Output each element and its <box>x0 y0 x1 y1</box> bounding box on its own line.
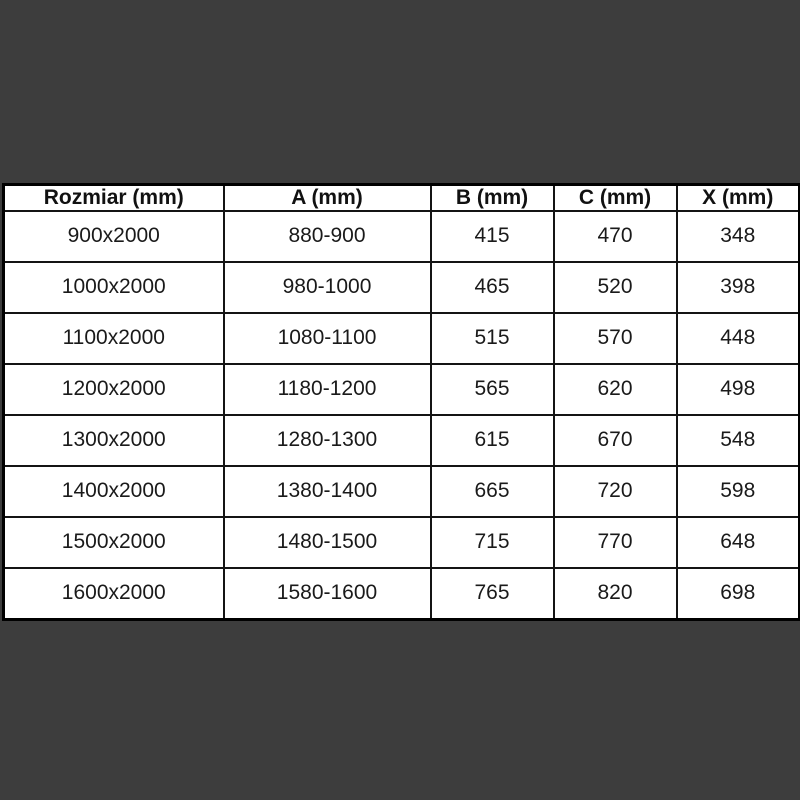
cell-b: 765 <box>431 568 554 620</box>
cell-a: 980-1000 <box>224 262 431 313</box>
cell-rozmiar: 900x2000 <box>4 211 224 262</box>
cell-rozmiar: 1000x2000 <box>4 262 224 313</box>
cell-x: 348 <box>677 211 800 262</box>
cell-c: 670 <box>554 415 677 466</box>
table-row <box>4 211 800 262</box>
table-row <box>4 262 800 313</box>
cell-a: 1380-1400 <box>224 466 431 517</box>
header-row <box>4 185 800 212</box>
cell-b: 465 <box>431 262 554 313</box>
cell-c: 620 <box>554 364 677 415</box>
table-row <box>4 466 800 517</box>
cell-a: 880-900 <box>224 211 431 262</box>
table-row <box>4 517 800 568</box>
column-header-a: A (mm) <box>224 185 431 212</box>
cell-rozmiar: 1300x2000 <box>4 415 224 466</box>
cell-x: 548 <box>677 415 800 466</box>
column-header-b: B (mm) <box>431 185 554 212</box>
cell-a: 1280-1300 <box>224 415 431 466</box>
cell-c: 470 <box>554 211 677 262</box>
cell-x: 698 <box>677 568 800 620</box>
column-header-c: C (mm) <box>554 185 677 212</box>
cell-x: 448 <box>677 313 800 364</box>
cell-b: 515 <box>431 313 554 364</box>
cell-c: 820 <box>554 568 677 620</box>
cell-a: 1180-1200 <box>224 364 431 415</box>
table-row <box>4 415 800 466</box>
column-header-rozmiar: Rozmiar (mm) <box>4 185 224 212</box>
cell-x: 648 <box>677 517 800 568</box>
cell-c: 570 <box>554 313 677 364</box>
cell-c: 720 <box>554 466 677 517</box>
table-row <box>4 364 800 415</box>
cell-rozmiar: 1100x2000 <box>4 313 224 364</box>
cell-x: 398 <box>677 262 800 313</box>
cell-b: 565 <box>431 364 554 415</box>
cell-x: 598 <box>677 466 800 517</box>
cell-b: 665 <box>431 466 554 517</box>
cell-b: 615 <box>431 415 554 466</box>
cell-rozmiar: 1200x2000 <box>4 364 224 415</box>
cell-a: 1080-1100 <box>224 313 431 364</box>
cell-b: 415 <box>431 211 554 262</box>
cell-a: 1480-1500 <box>224 517 431 568</box>
cell-c: 770 <box>554 517 677 568</box>
cell-x: 498 <box>677 364 800 415</box>
size-table-container <box>2 183 798 621</box>
cell-rozmiar: 1500x2000 <box>4 517 224 568</box>
column-header-x: X (mm) <box>677 185 800 212</box>
table-row <box>4 568 800 620</box>
cell-rozmiar: 1600x2000 <box>4 568 224 620</box>
cell-rozmiar: 1400x2000 <box>4 466 224 517</box>
table-row <box>4 313 800 364</box>
cell-a: 1580-1600 <box>224 568 431 620</box>
size-table <box>2 183 800 621</box>
cell-b: 715 <box>431 517 554 568</box>
cell-c: 520 <box>554 262 677 313</box>
